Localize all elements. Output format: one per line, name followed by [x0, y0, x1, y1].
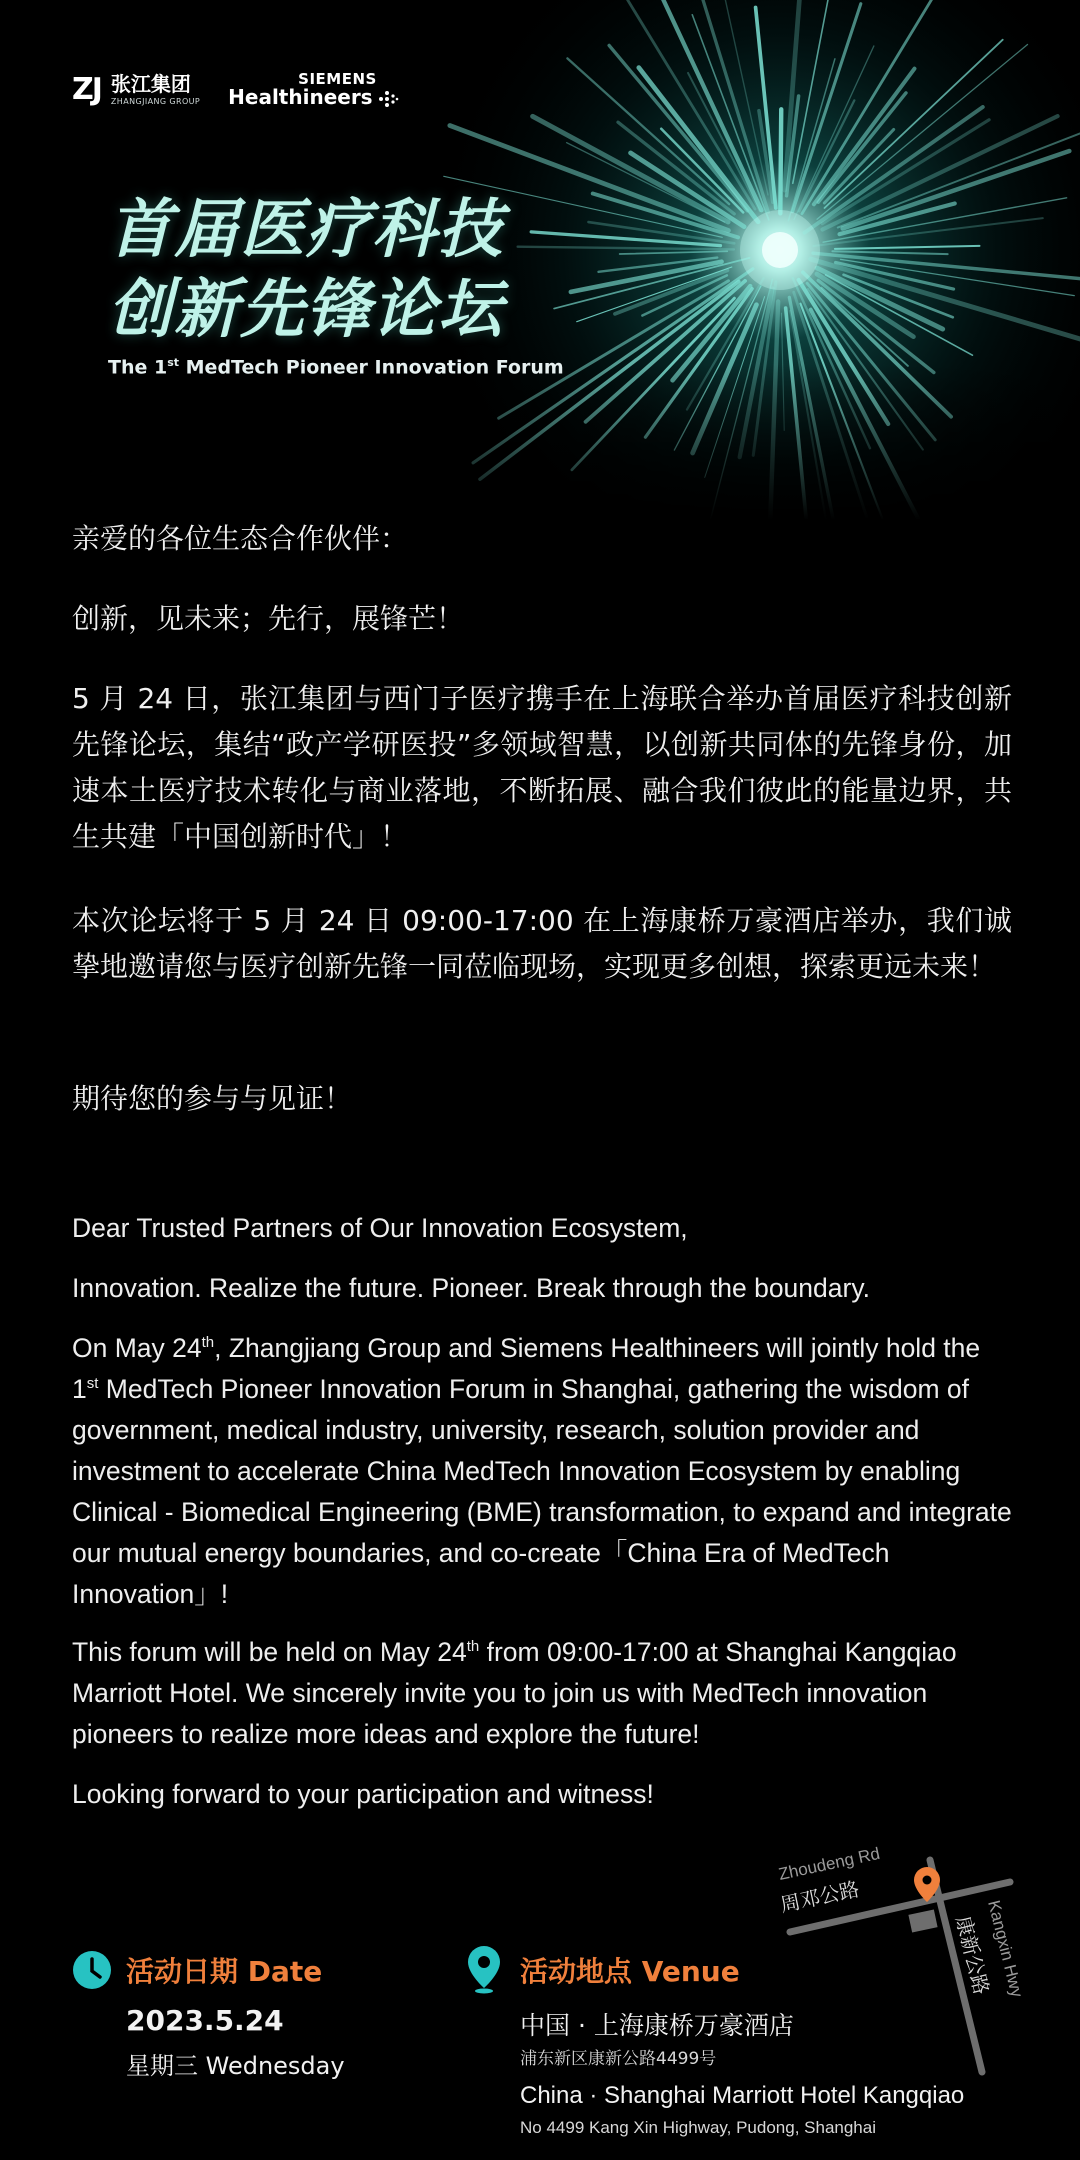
- subtitle-text-b: MedTech Pioneer Innovation Forum: [179, 356, 564, 379]
- en-p2-text-a: This forum will be held on May 24: [72, 1637, 467, 1667]
- hero-banner: [0, 0, 1080, 520]
- date-weekday: 星期三 Wednesday: [126, 2052, 345, 2080]
- map-road2-en: Kangxin Hwy: [984, 1898, 1027, 2000]
- en-closing: Looking forward to your participation and witness!: [72, 1779, 654, 1809]
- subtitle-superscript: st: [167, 356, 180, 369]
- date-title: 活动日期 Date: [126, 1955, 323, 1988]
- map-road1-en: Zhoudeng Rd: [776, 1843, 882, 1884]
- en-p1-sup-1: th: [201, 1334, 215, 1352]
- zhangjiang-name-en: ZHANGJIANG GROUP: [110, 96, 201, 106]
- clock-icon: [72, 1950, 112, 1990]
- subtitle-text-a: The 1: [108, 356, 168, 379]
- siemens-healthineers-logo: [228, 72, 377, 107]
- zhangjiang-name-cn: 张江集团: [110, 71, 191, 96]
- siemens-wordmark: SIEMENS: [298, 70, 377, 88]
- zhangjiang-logo: [72, 71, 201, 107]
- en-paragraph-2: [72, 1632, 1012, 1755]
- partner-logos: [72, 72, 377, 107]
- forum-title: [108, 190, 504, 350]
- venue-map: [760, 1840, 1060, 2080]
- venue-address-cn: 浦东新区康新公路4499号: [520, 2049, 717, 2069]
- venue-name-en: China · Shanghai Marriott Hotel Kangqiao: [520, 2082, 965, 2109]
- siemens-dots-icon: [377, 88, 399, 110]
- location-pin-icon: [466, 1944, 502, 1994]
- en-p2-sup: th: [466, 1638, 480, 1656]
- forum-subtitle: [108, 356, 564, 378]
- forum-title-line2: 创新先锋论坛: [108, 273, 504, 347]
- cn-closing: 期待您的参与与见证！: [72, 1082, 353, 1115]
- cn-paragraph-1: 5 月 24 日，张江集团与西门子医疗携手在上海联合举办首届医疗科技创新先锋论坛，集结“政产学研医投”多领域智慧，以创新共同体的先锋身份，加速本土医疗技术转化与商业落地，不断拓展、融合我们彼此的能量边界，共生共建「中国创新时代」！: [72, 682, 1012, 853]
- venue-address-en: No 4499 Kang Xin Highway, Pudong, Shanghai: [520, 2118, 876, 2137]
- en-slogan: Innovation. Realize the future. Pioneer. Break through the boundary.: [72, 1273, 870, 1303]
- zhangjiang-mark: ZJ: [72, 71, 101, 107]
- cn-greeting: 亲爱的各位生态合作伙伴：: [72, 522, 409, 555]
- date-value: 2023.5.24: [126, 2004, 284, 2037]
- en-p1-sup-2: st: [86, 1375, 99, 1393]
- healthineers-wordmark: Healthineers: [228, 85, 373, 109]
- venue-name-cn: 中国 · 上海康桥万豪酒店: [520, 2011, 794, 2040]
- en-greeting: Dear Trusted Partners of Our Innovation Ecosystem,: [72, 1213, 688, 1243]
- cn-slogan: 创新，见未来；先行，展锋芒！: [72, 602, 465, 635]
- en-p1-text-a: On May 24: [72, 1333, 202, 1363]
- cn-paragraph-2: 本次论坛将于 5 月 24 日 09:00-17:00 在上海康桥万豪酒店举办，我们诚挚地邀请您与医疗创新先锋一同莅临现场，实现更多创想，探索更远未来！: [72, 904, 1012, 983]
- en-paragraph-1: [72, 1328, 1012, 1615]
- en-p2-text-b: from 09:00-17:00 at Shanghai Kangqiao Marriott Hotel. We sincerely invite you to join us with MedTech innovation pioneers to realize more ideas and explore the future!: [72, 1637, 957, 1749]
- map-road2-cn: 康新公路: [951, 1913, 994, 1997]
- en-p1-text-c: MedTech Pioneer Innovation Forum in Shanghai, gathering the wisdom of government, medical industry, university, research, solution provider and investment to accelerate China MedTech Innovation Ecosystem by enabling Clinical - Biomedical Engineering (BME) transformation, to expand and integrate our mutual energy boundaries, and co-create「China Era of MedTech Innovation」!: [72, 1374, 1012, 1609]
- venue-title: 活动地点 Venue: [520, 1955, 740, 1988]
- forum-title-line1: 首届医疗科技: [108, 193, 504, 267]
- map-road1-cn: 周邓公路: [778, 1876, 862, 1917]
- en-p1-text-b: , Zhangjiang Group and Siemens Healthineers will jointly hold the 1: [72, 1333, 981, 1404]
